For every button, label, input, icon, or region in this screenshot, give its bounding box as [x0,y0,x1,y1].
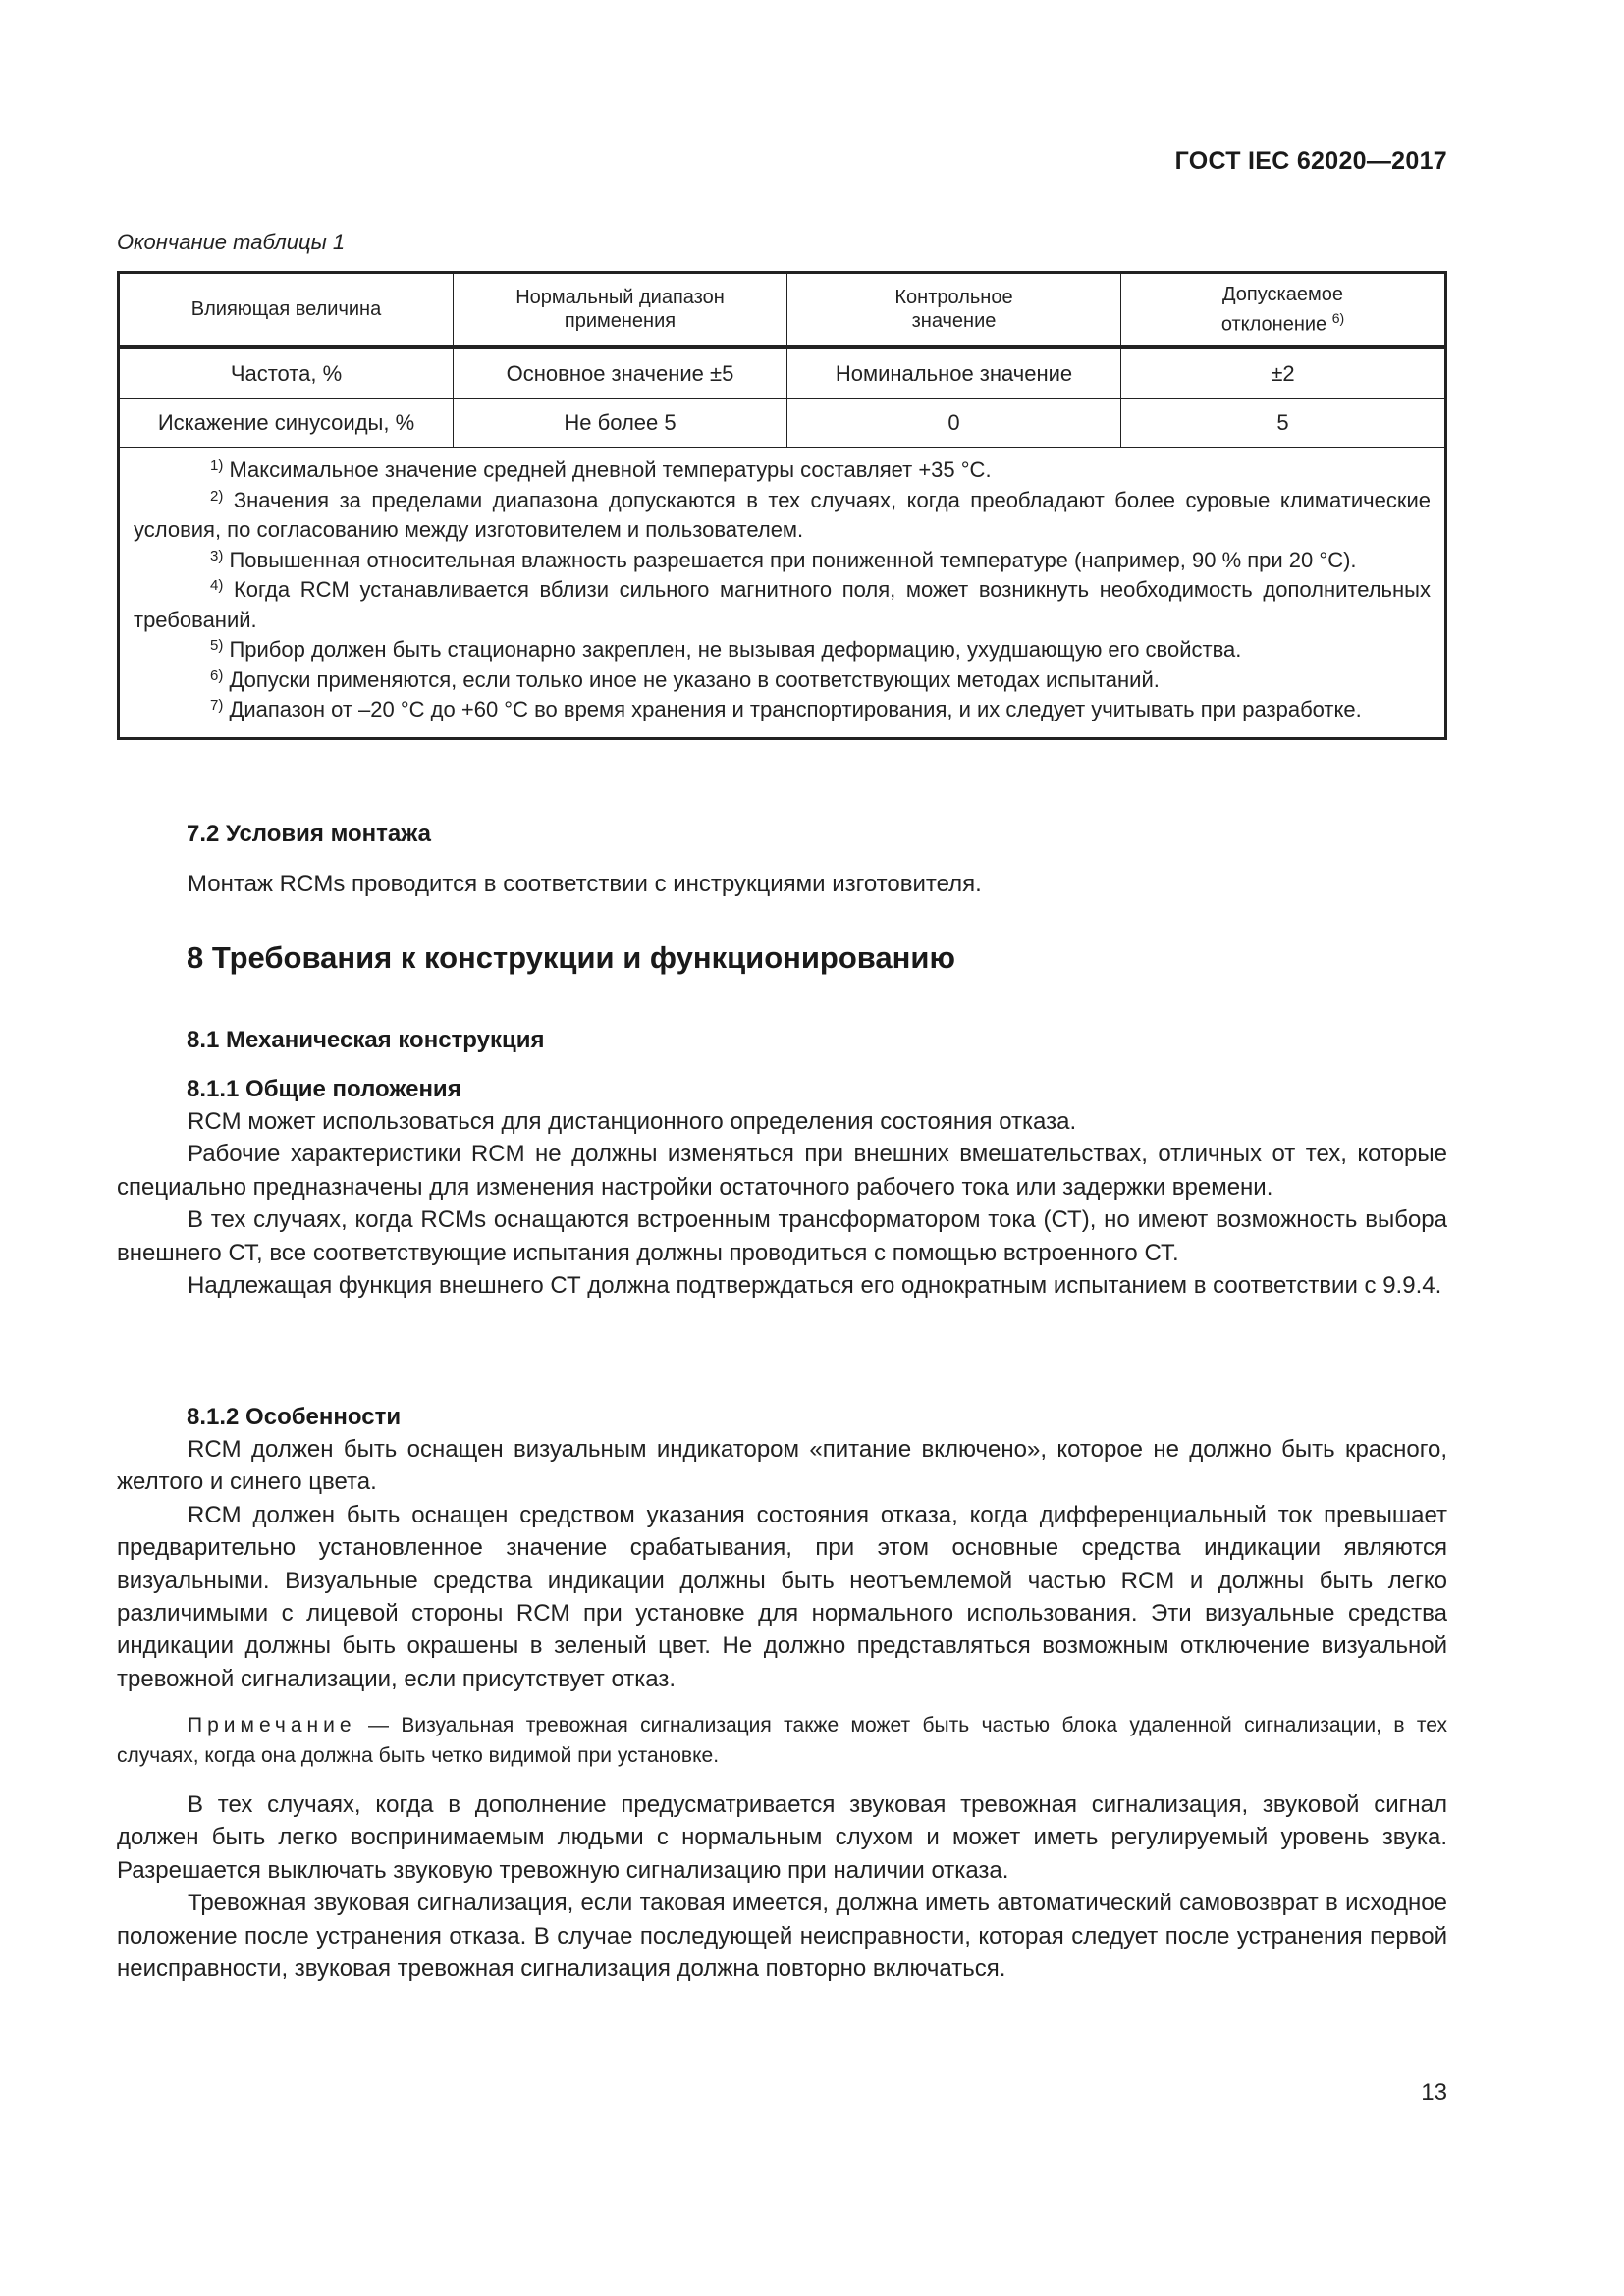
paragraph: RCM должен быть оснащен визуальным индикатором «питание включено», которое не должно быть красного, желтого и синего цвета. [117,1436,1447,1496]
table-caption: Окончание таблицы 1 [117,230,346,254]
paragraph: Монтаж RCMs проводится в соответствии с инструкциями изготовителя. [188,871,982,897]
footnote-ref: 6) [1331,309,1345,326]
section-8-1-1-body [117,1105,1447,1302]
document-code-header: ГОСТ IEC 62020—2017 [1174,147,1447,175]
table-row [119,347,1446,399]
paragraph: В тех случаях, когда в дополнение предусматривается звуковая тревожная сигнализация, звуковой сигнал должен быть легко воспринимаемым людьми с нормальным слухом и может иметь регулируемый уровень звука. Разрешается выключать звуковую тревожную сигнализацию при наличии отказа. [117,1791,1447,1884]
section-heading-8-1-1: 8.1.1 Общие положения [187,1076,461,1102]
note-text: Визуальная тревожная сигнализация также может быть частью блока удаленной сигнализации, в тех случаях, когда она должна быть четко видимой при установке. [117,1714,1447,1767]
table-cell: Не более 5 [454,399,787,448]
footnote: $^{1)}$ Максимальное значение средней дневной температуры составляет +35 °С. [210,457,992,482]
paragraph: RCM должен быть оснащен средством указания состояния отказа, когда дифференциальный ток превышает предварительно установленное значение срабатывания, при этом основные средства индикации являются визуальными. Визуальные средства индикации должны быть неотъемлемой частью RCM и должны быть легко различимыми с лицевой стороны RCM при установке для нормального использования. Эти визуальные средства индикации должны быть окрашены в зеленый цвет. Не должно представляться возможным отключение визуальной тревожной сигнализации, если присутствует отказ. [117,1501,1447,1692]
table-cell: ±2 [1121,347,1446,399]
table-header-row [119,273,1446,347]
table-cell: 0 [787,399,1121,448]
section-heading-8-1-2: 8.1.2 Особенности [187,1404,402,1430]
section-heading-8-1: 8.1 Механическая конструкция [187,1027,545,1053]
note: Примечание — Визуальная тревожная сигнализация также может быть частью блока удаленной сигнализации, в тех случаях, когда она должна быть четко видимой при установке. [117,1714,1447,1767]
footnote: $^{5)}$ Прибор должен быть стационарно закреплен, не вызывая деформацию, ухудшающую его свойства. [210,637,1242,662]
footnote: $^{6)}$ Допуски применяются, если только иное не указано в соответствующих методах испытаний. [210,667,1160,692]
table-cell: Номинальное значение [787,347,1121,399]
section-8-1-2-body [117,1433,1447,1695]
page-number: 13 [1421,2079,1447,2106]
column-header-reference-value: Контрольное значение [787,273,1121,347]
table-footnotes-row [119,448,1446,739]
paragraph: RCM может использоваться для дистанционного определения состояния отказа. [188,1108,1077,1135]
footnote: $^{2)}$ Значения за пределами диапазона допускаются в тех случаях, когда преобладают более суровые климатические условия, по согласованию между изготовителем и пользователем. [134,487,1431,542]
table-footnotes [119,448,1446,739]
section-8-1-2-body-continued [117,1789,1447,1985]
column-header-normal-range: Нормальный диапазон применения [454,273,787,347]
table-cell: Искажение синусоиды, % [119,399,454,448]
influence-quantities-table [117,271,1447,740]
note-label: Примечание [188,1714,356,1736]
section-7-2-body [117,868,1447,900]
table-cell: Частота, % [119,347,454,399]
column-header-tolerance: Допускаемое отклонение $^{6)}$ [1121,273,1446,347]
paragraph: В тех случаях, когда RCMs оснащаются встроенным трансформатором тока (СТ), но имеют возможность выбора внешнего СТ, все соответствующие испытания должны проводиться с помощью встроенного СТ. [117,1206,1447,1266]
column-header-influence-quantity: Влияющая величина [119,273,454,347]
footnote: $^{7)}$ Диапазон от –20 °С до +60 °С во время хранения и транспортирования, и их следует учитывать при разработке. [210,697,1362,721]
section-heading-7-2: 7.2 Условия монтажа [187,821,431,847]
footnote: $^{3)}$ Повышенная относительная влажность разрешается при пониженной температуре (например, 90 % при 20 °С). [210,547,1357,572]
section-heading-8: 8 Требования к конструкции и функционированию [187,940,955,975]
paragraph: Рабочие характеристики RCM не должны изменяться при внешних вмешательствах, отличных от тех, которые специально предназначены для изменения настройки остаточного рабочего тока или задержки времени. [117,1141,1447,1201]
footnote: $^{4)}$ Когда RCM устанавливается вблизи сильного магнитного поля, может возникнуть необходимость дополнительных требований. [134,577,1431,632]
paragraph: Надлежащая функция внешнего СТ должна подтверждаться его однократным испытанием в соответствии с 9.9.4. [188,1272,1442,1300]
table-cell: Основное значение ±5 [454,347,787,399]
paragraph: Тревожная звуковая сигнализация, если таковая имеется, должна иметь автоматический самовозврат в исходное положение после устранения отказа. В случае последующей неисправности, которая следует после устранения первой неисправности, звуковая тревожная сигнализация должна повторно включаться. [117,1890,1447,1983]
table-row [119,399,1446,448]
table-cell: 5 [1121,399,1446,448]
